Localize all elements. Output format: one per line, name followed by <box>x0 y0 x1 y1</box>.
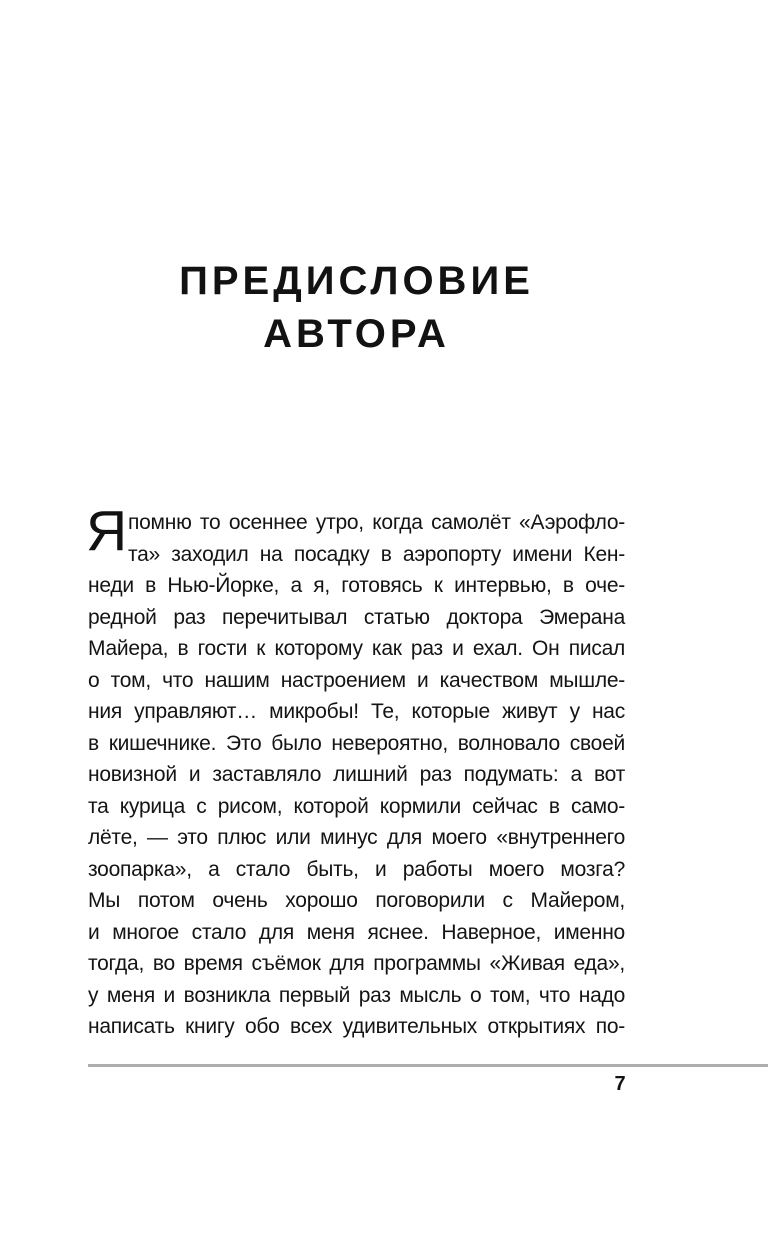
body-text-line: Мы потом очень хорошо поговорили с Майером, <box>88 889 625 912</box>
footer-divider-rule <box>88 1064 768 1067</box>
body-text-line: помню то осеннее утро, когда самолёт «Аэрофло- <box>128 511 625 534</box>
chapter-heading-line-1: ПРЕДИСЛОВИЕ <box>179 259 534 303</box>
body-text-line: лёте, — это плюс или минус для моего «внутреннего <box>88 826 625 849</box>
chapter-heading <box>88 255 625 361</box>
body-text-line: Майера, в гости к которому как раз и ехал. Он писал <box>88 637 625 660</box>
body-text-line: зоопарка», а стало быть, и работы моего мозга? <box>88 857 625 881</box>
body-text-line: та» заходил на посадку в аэропорту имени Кен- <box>128 542 625 566</box>
body-text-line: и многое стало для меня яснее. Наверное, именно <box>88 920 625 944</box>
body-text-line: у меня и возникла первый раз мысль о том, что надо <box>88 983 625 1007</box>
page-number: 7 <box>614 1073 626 1095</box>
body-text-block <box>88 507 625 1043</box>
chapter-heading-line-2: АВТОРА <box>263 312 450 356</box>
body-text-line: редной раз перечитывал статью доктора Эмерана <box>88 605 625 629</box>
body-text-line: та курица с рисом, которой кормили сейчас в само- <box>88 794 625 818</box>
body-text-line: тогда, во время съёмок для программы «Живая еда», <box>88 952 625 975</box>
body-text-line: о том, что нашим настроением и качеством мышле- <box>88 668 625 692</box>
body-text-line: написать книгу обо всех удивительных открытиях по- <box>88 1015 625 1038</box>
body-text-line: ния управляют… микробы! Те, которые живут у нас <box>88 700 625 723</box>
body-text-line: неди в Нью-Йорке, а я, готовясь к интервью, в оче- <box>88 574 625 597</box>
body-text-line: в кишечнике. Это было невероятно, волновало своей <box>88 731 625 755</box>
drop-cap-letter: Я <box>86 499 128 563</box>
body-text-line: новизной и заставляло лишний раз подумать: а вот <box>88 763 625 786</box>
